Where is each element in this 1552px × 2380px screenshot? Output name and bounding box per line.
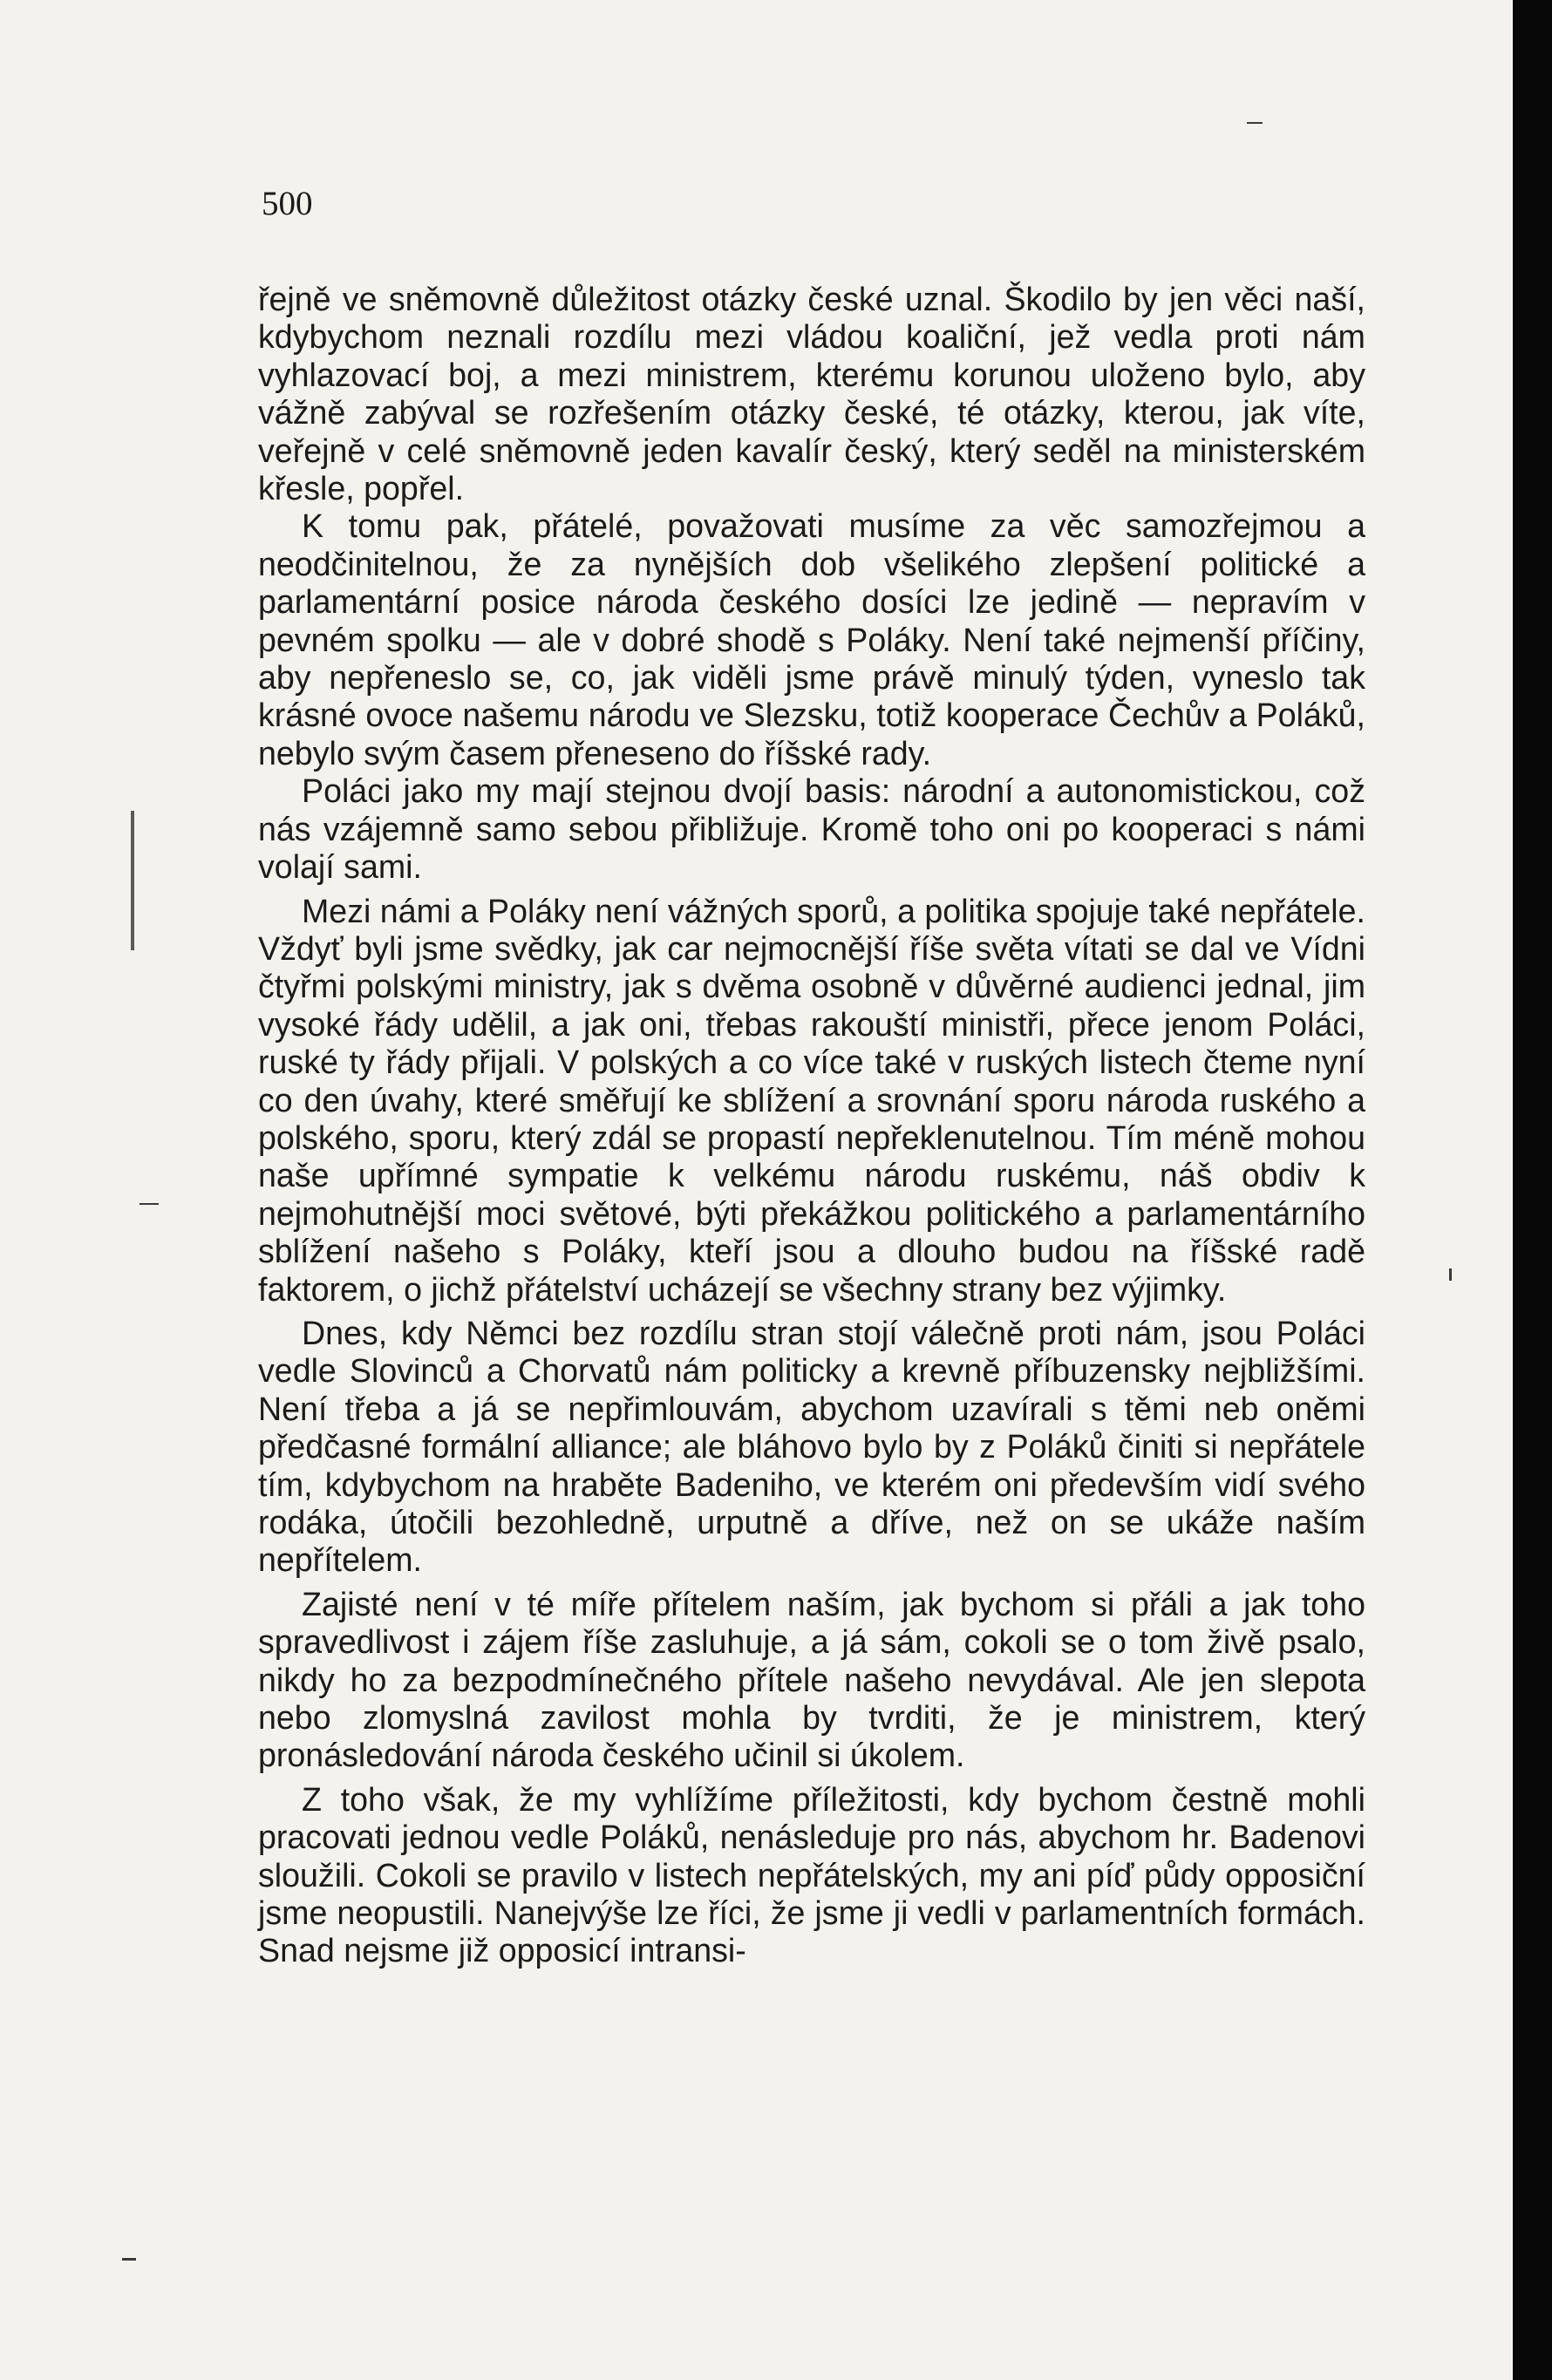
- scan-mark: [131, 811, 134, 950]
- paragraph: Poláci jako my mají stejnou dvojí basis: národní a autonomistickou, což nás vzájemně samo sebou přibližuje. Kromě toho oni po kooperaci s námi volají sami.: [258, 772, 1365, 886]
- page-number: 500: [262, 185, 313, 222]
- scan-border: [1513, 0, 1552, 2380]
- paragraph: Z toho však, že my vyhlížíme příležitosti, kdy bychom čestně mohli pracovati jednou vedle Poláků, nenásleduje pro nás, abychom hr. Badenovi sloužili. Cokoli se pravilo v listech nepřátelských, my ani píď půdy opposiční jsme neopustili. Nanejvýše lze říci, že jsme ji vedli v parlamentních formách. Snad nejsme již opposicí intransi-: [258, 1780, 1365, 1969]
- scan-mark: [122, 2258, 136, 2261]
- scan-mark: [1449, 1268, 1452, 1281]
- paragraph-continued: řejně ve sněmovně důležitost otázky české uznal. Škodilo by jen věci naší, kdybychom neznali rozdílu mezi vládou koaliční, jež vedla proti nám vyhlazovací boj, a mezi ministrem, kterému korunou uloženo bylo, aby vážně zabýval se rozřešením otázky české, té otázky, kterou, jak víte, veřejně v celé sněmovně jeden kavalír český, který seděl na ministerském křesle, popřel.: [258, 281, 1365, 507]
- paragraph: K tomu pak, přátelé, považovati musíme za věc samozřejmou a neodčinitelnou, že za nynějších dob všelikého zlepšení politické a parlamentární posice národa českého dosíci lze jedině — nepravím v pevném spolku — ale v dobré shodě s Poláky. Není také nejmenší příčiny, aby nepřeneslo se, co, jak viděli jsme právě minulý týden, vyneslo tak krásné ovoce našemu národu ve Slezsku, totiž kooperace Čechův a Poláků, nebylo svým časem přeneseno do říšské rady.: [258, 507, 1365, 772]
- paragraph: Zajisté není v té míře přítelem naším, jak bychom si přáli a jak toho spravedlivost i zájem říše zasluhuje, a já sám, cokoli se o tom živě psalo, nikdy ho za bezpodmínečného přítele našeho nevydával. Ale jen slepota nebo zlomyslná zavilost mohla by tvrditi, že je ministrem, který pronásledování národa českého učinil si úkolem.: [258, 1585, 1365, 1774]
- body-text: [258, 281, 1365, 1970]
- paragraph: Dnes, kdy Němci bez rozdílu stran stojí válečně proti nám, jsou Poláci vedle Slovinců a Chorvatů nám politicky a krevně příbuzensky nejbližšími. Není třeba a já se nepřimlouvám, abychom uzavírali s těmi neb oněmi předčasné formální alliance; ale bláhovo bylo by z Poláků činiti si nepřátele tím, kdybychom na hraběte Badeniho, ve kterém oni především vidí svého rodáka, útočili bezohledně, urputně a dříve, než on se ukáže naším nepřítelem.: [258, 1314, 1365, 1579]
- scan-mark: [140, 1203, 159, 1205]
- scan-mark: [1247, 122, 1263, 124]
- paragraph: Mezi námi a Poláky není vážných sporů, a politika spojuje také nepřátele. Vždyť byli jsme svědky, jak car nejmocnější říše světa vítati se dal ve Vídni čtyřmi polskými ministry, jak s dvěma osobně v důvěrné audienci jednal, jim vysoké řády udělil, a jak oni, třebas rakouští ministři, přece jenom Poláci, ruské ty řády přijali. V polských a co více také v ruských listech čteme nyní co den úvahy, které směřují ke sblížení a srovnání sporu národa ruského a polského, sporu, který zdál se propastí nepřeklenutelnou. Tím méně mohou naše upřímné sympatie k velkému národu ruskému, náš obdiv k nejmohutnější moci světové, býti překážkou politického a parlamentárního sblížení našeho s Poláky, kteří jsou a dlouho budou na říšské radě faktorem, o jichž přátelství ucházejí se všechny strany bez výjimky.: [258, 892, 1365, 1308]
